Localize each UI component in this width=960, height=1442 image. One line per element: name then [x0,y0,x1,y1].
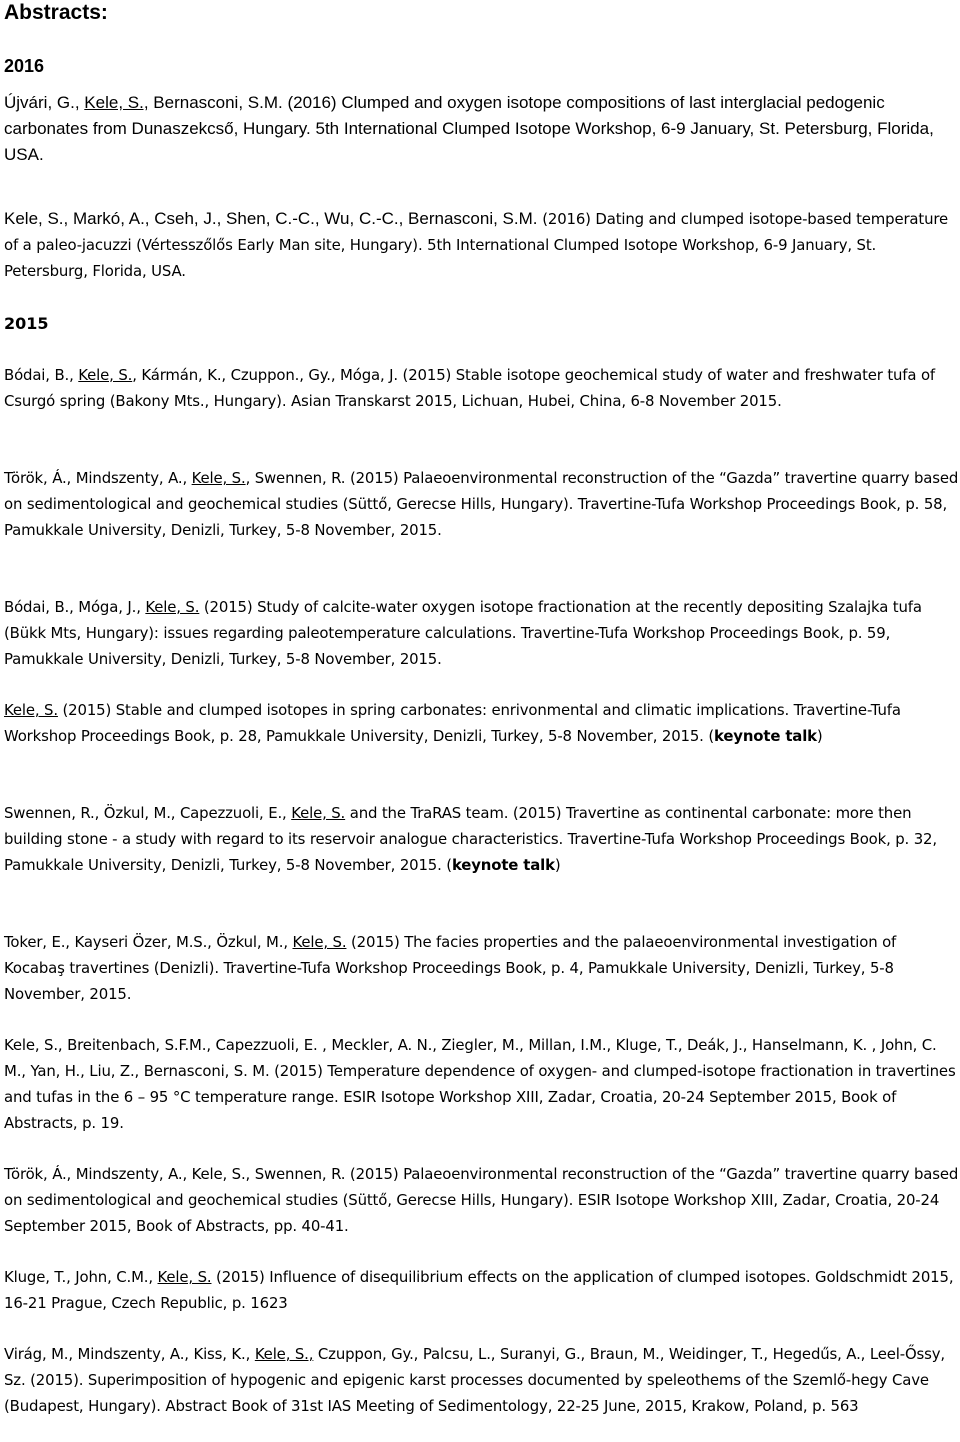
keynote-label: keynote talk [714,727,817,745]
abstract-entry: Virág, M., Mindszenty, A., Kiss, K., Kele, S., Czuppon, Gy., Palcsu, L., Suranyi, G., Braun, M., Weidinger, T., Hegedűs, A., Leel-Őssy, Sz. (2015). Superimposition of hypogenic and epigenic karst processes documented by speleothems of the Szemlő-hegy Cave (Budapest, Hungary). Abstract Book of 31st IAS Meeting of Sedimentology, 22-25 June, 2015, Krakow, Poland, p. 563 [4,1345,945,1415]
author-highlight: Kele, S. [145,598,200,616]
author-highlight: Kele, S. [292,933,347,951]
abstract-entry: Kluge, T., John, C.M., Kele, S. (2015) Influence of disequilibrium effects on the application of clumped isotopes. Goldschmidt 2015, 16-21 Prague, Czech Republic, p. 1623 [4,1268,954,1312]
abstract-entry: Kele, S., Breitenbach, S.F.M., Capezzuoli, E. , Meckler, A. N., Ziegler, M., Millan, I.M., Kluge, T., Deák, J., Hanselmann, K. , John, C. M., Yan, H., Liu, Z., Bernasconi, S. M. (2015) Temperature dependence of oxygen- and clumped-isotope fractionation in travertines and tufas in the 6 – 95 °C temperature range. ESIR Isotope Workshop XIII, Zadar, Croatia, 20-24 September 2015, Book of Abstracts, p. 19. [4,1036,956,1132]
abstract-entry: Swennen, R., Özkul, M., Capezzuoli, E., Kele, S. and the TraRAS team. (2015) Travertine as continental carbonate: more then building stone - a study with regard to its reservoir analogue characteristics. Travertine-Tufa Workshop Proceedings Book, p. 32, Pamukkale University, Denizli, Turkey, 5-8 November, 2015. (keynote talk) [4,804,937,874]
page-title: Abstracts: [4,1,108,24]
abstract-entry: Török, Á., Mindszenty, A., Kele, S., Swennen, R. (2015) Palaeoenvironmental reconstruction of the “Gazda” travertine quarry based on sedimentological and geochemical studies (Süttő, Gerecse Hills, Hungary). Travertine-Tufa Workshop Proceedings Book, p. 58, Pamukkale University, Denizli, Turkey, 5-8 November, 2015. [4,469,959,539]
abstract-entry: Bódai, B., Móga, J., Kele, S. (2015) Study of calcite-water oxygen isotope fractionation at the recently depositing Szalajka tufa (Bükk Mts, Hungary): issues regarding paleotemperature calculations. Travertine-Tufa Workshop Proceedings Book, p. 59, Pamukkale University, Denizli, Turkey, 5-8 November, 2015. [4,598,922,668]
author-highlight: Kele, S. [191,469,246,487]
year-heading-2015: 2015 [4,314,49,333]
author-highlight: Kele, S., [254,1345,314,1363]
abstract-entry: Kele, S. (2015) Stable and clumped isotopes in spring carbonates: enrivonmental and climatic implications. Travertine-Tufa Workshop Proceedings Book, p. 28, Pamukkale University, Denizli, Turkey, 5-8 November, 2015. (keynote talk) [4,701,901,745]
author-highlight: Kele, S. [78,366,133,384]
author-highlight: Kele, S. [4,701,58,719]
author-highlight: Kele, S. [157,1268,212,1286]
author-highlight: Kele, S. [291,804,346,822]
keynote-label: keynote talk [451,856,555,874]
abstract-entry: Toker, E., Kayseri Özer, M.S., Özkul, M., Kele, S. (2015) The facies properties and the palaeoenvironmental investigation of Kocabaş travertines (Denizli). Travertine-Tufa Workshop Proceedings Book, p. 4, Pamukkale University, Denizli, Turkey, 5-8 November, 2015. [4,933,897,1003]
abstract-entry: Török, Á., Mindszenty, A., Kele, S., Swennen, R. (2015) Palaeoenvironmental reconstruction of the “Gazda” travertine quarry based on sedimentological and geochemical studies (Süttő, Gerecse Hills, Hungary). ESIR Isotope Workshop XIII, Zadar, Croatia, 20-24 September 2015, Book of Abstracts, pp. 40-41. [4,1165,959,1235]
year-heading-2016: 2016 [4,56,45,76]
abstract-entry: Bódai, B., Kele, S., Kármán, K., Czuppon., Gy., Móga, J. (2015) Stable isotope geochemical study of water and freshwater tufa of Csurgó spring (Bakony Mts., Hungary). Asian Transkarst 2015, Lichuan, Hubei, China, 6-8 November 2015. [4,366,935,410]
abstract-entry: Újvári, G., Kele, S., Bernasconi, S.M. (2016) Clumped and oxygen isotope compositions of last interglacial pedogenic carbonates from Dunaszekcső, Hungary. 5th International Clumped Isotope Workshop, 6-9 January, St. Petersburg, Florida, USA. [4,93,934,164]
abstract-entry: Kele, S., Markó, A., Cseh, J., Shen, C.-C., Wu, C.-C., Bernasconi, S.M. (2016) Dating and clumped isotope-based temperature of a paleo-jacuzzi (Vértesszőlős Early Man site, Hungary). 5th International Clumped Isotope Workshop, 6-9 January, St. Petersburg, Florida, USA. [4,209,949,280]
author-highlight: Kele, S., [84,93,149,112]
